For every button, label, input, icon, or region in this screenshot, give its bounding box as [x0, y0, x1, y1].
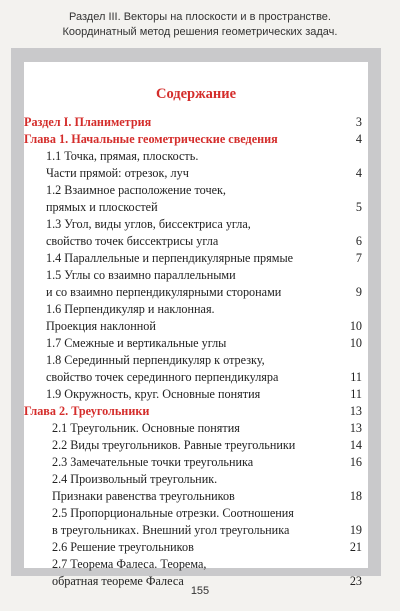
contents-entry: [24, 233, 368, 250]
page-number: 155: [190, 585, 210, 597]
running-header: [0, 10, 400, 40]
contents-entry-title: 1.4 Параллельные и перпендикулярные прямые: [46, 251, 294, 265]
contents-entry: [24, 182, 368, 199]
contents-entry-page: 7: [355, 251, 362, 265]
contents-entry-page: 4: [355, 132, 362, 146]
contents-entry: [24, 539, 368, 556]
contents-entry: [24, 437, 368, 454]
contents-entry: [24, 284, 368, 301]
contents-entry-title: 1.3 Угол, виды углов, биссектриса угла,: [46, 217, 251, 231]
contents-entry: [24, 301, 368, 318]
contents-title: Содержание: [155, 86, 237, 102]
contents-entry: [24, 420, 368, 437]
contents-entry-page: 19: [349, 523, 362, 537]
contents-entry: [24, 488, 368, 505]
contents-entry: [24, 556, 368, 573]
contents-entry-title: обратная теореме Фалеса: [52, 574, 184, 588]
contents-entry: [24, 199, 368, 216]
contents-entry-title: Части прямой: отрезок, луч: [46, 166, 189, 180]
contents-entry-page: 21: [349, 540, 362, 554]
contents-entry-title: и со взаимно перпендикулярными сторонами: [46, 285, 282, 299]
contents-entry-title: 2.7 Теорема Фалеса. Теорема,: [52, 557, 207, 571]
contents-entry-title: 2.3 Замечательные точки треугольника: [52, 455, 254, 469]
contents-entry-title: 2.1 Треугольник. Основные понятия: [52, 421, 240, 435]
contents-entry-title: Проекция наклонной: [46, 319, 156, 333]
contents-entry-page: 10: [349, 319, 362, 333]
contents-entry: [24, 505, 368, 522]
contents-entry-page: 3: [355, 115, 362, 129]
contents-entry-title: 2.2 Виды треугольников. Равные треугольники: [52, 438, 296, 452]
contents-entry: [24, 165, 368, 182]
running-header-line-2: Координатный метод решения геометрических задач.: [62, 26, 338, 38]
contents-entry-page: 6: [355, 234, 362, 248]
contents-entry: [24, 318, 368, 335]
contents-entry-title: Глава 2. Треугольники: [24, 404, 150, 418]
contents-entry-title: 2.5 Пропорциональные отрезки. Соотношения: [52, 506, 294, 520]
contents-page: [24, 62, 368, 588]
contents-entry: [24, 454, 368, 471]
contents-entry-title: Глава 1. Начальные геометрические сведения: [24, 132, 278, 146]
contents-entry: [24, 386, 368, 403]
contents-entry: [24, 335, 368, 352]
contents-list: [24, 114, 368, 590]
contents-entry-page: 13: [349, 421, 362, 435]
contents-entry: [24, 352, 368, 369]
contents-entry-page: 14: [349, 438, 362, 452]
contents-entry: [24, 522, 368, 539]
contents-entry: [24, 403, 368, 420]
contents-entry-page: 11: [350, 387, 362, 401]
contents-entry-title: 1.9 Окружность, круг. Основные понятия: [46, 387, 261, 401]
contents-entry-title: свойство точек биссектрисы угла: [46, 234, 219, 248]
contents-entry: [24, 267, 368, 284]
contents-entry-title: 1.6 Перпендикуляр и наклонная.: [46, 302, 215, 316]
contents-entry-title: 1.2 Взаимное расположение точек,: [46, 183, 226, 197]
contents-entry-title: Признаки равенства треугольников: [52, 489, 235, 503]
contents-entry-page: 16: [349, 455, 362, 469]
contents-entry-title: 1.8 Серединный перпендикуляр к отрезку,: [46, 353, 265, 367]
contents-entry-title: 1.5 Углы со взаимно параллельными: [46, 268, 236, 282]
contents-entry: [24, 114, 368, 131]
contents-entry-title: 2.4 Произвольный треугольник.: [52, 472, 218, 486]
contents-entry-title: 1.7 Смежные и вертикальные углы: [46, 336, 227, 350]
contents-entry-page: 18: [349, 489, 362, 503]
contents-entry: [24, 250, 368, 267]
contents-entry-title: Раздел I. Планиметрия: [24, 115, 152, 129]
contents-entry-page: 4: [355, 166, 362, 180]
running-header-line-1: Раздел III. Векторы на плоскости и в пространстве.: [69, 11, 331, 23]
contents-entry: [24, 471, 368, 488]
contents-entry: [24, 369, 368, 386]
contents-entry-title: свойство точек серединного перпендикуляра: [46, 370, 279, 384]
contents-entry-title: в треугольниках. Внешний угол треугольника: [52, 523, 290, 537]
contents-entry: [24, 148, 368, 165]
contents-entry: [24, 216, 368, 233]
contents-entry: [24, 131, 368, 148]
contents-panel: [11, 48, 381, 588]
contents-entry-page: 10: [349, 336, 362, 350]
contents-entry-title: 1.1 Точка, прямая, плоскость.: [46, 149, 199, 163]
contents-entry-title: прямых и плоскостей: [46, 200, 158, 214]
contents-entry-page: 9: [355, 285, 362, 299]
contents-entry-page: 23: [349, 574, 362, 588]
contents-entry-title: 2.6 Решение треугольников: [52, 540, 194, 554]
contents-entry-page: 5: [355, 200, 362, 214]
contents-entry-page: 13: [349, 404, 362, 418]
contents-entry-page: 11: [350, 370, 362, 384]
